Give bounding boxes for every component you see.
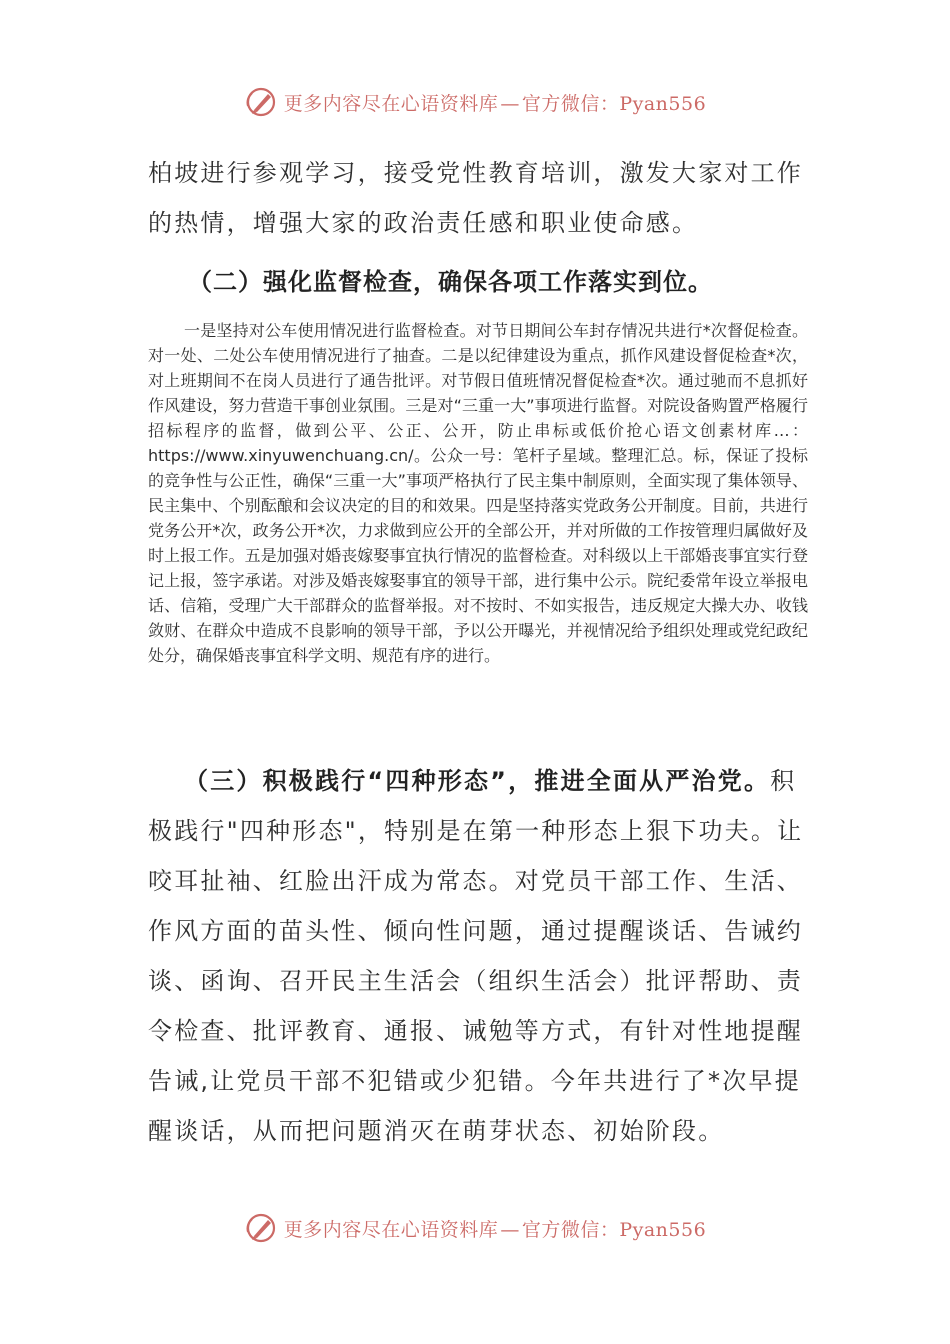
banner-text bbox=[284, 89, 706, 116]
paragraph-four-forms bbox=[148, 756, 808, 1156]
banner-wechat-id: Pyan556 bbox=[619, 1218, 707, 1241]
banner-text bbox=[284, 1215, 706, 1242]
banner-main-text: 更多内容尽在心语资料库 bbox=[283, 1218, 499, 1241]
paragraph-supervision: 一是坚持对公车使用情况进行监督检查。对节日期间公车封存情况共进行*次督促检查。对一处、二处公车使用情况进行了抽查。二是以纪律建设为重点，抓作风建设督促检查*次，对上班期间不在岗人员进行了通告批评。对节假日值班情况督促检查*次。通过驰而不息抓好作风建设，努力营造干事创业氛围。三是对“三重一大”事项进行监督。对院设备购置严格履行招标程序的监督，做到公平、公正、公开，防止串标或低价抢心语文创素材库…：https://www.xinyuwenchuang.cn/。公众一号：笔杆子星域。整理汇总。标，保证了投标的竞争性与公正性，确保“三重一大”事项严格执行了民主集中制原则，全面实现了集体领导、民主集中、个别酝酿和会议决定的目的和效果。四是坚持落实党政务公开制度。目前，共进行党务公开*次，政务公开*次，力求做到应公开的全部公开，并对所做的工作按管理归属做好及时上报工作。五是加强对婚丧嫁娶事宜执行情况的监督检查。对科级以上干部婚丧事宜实行登记上报，签字承诺。对涉及婚丧嫁娶事宜的领导干部，进行集中公示。院纪委常年设立举报电话、信箱，受理广大干部群众的监督举报。对不按时、不如实报告，违反规定大操大办、收钱敛财、在群众中造成不良影响的领导干部，予以公开曝光，并视情况给予组织处理或党纪政纪处分，确保婚丧事宜科学文明、规范有序的进行。 bbox=[148, 321, 808, 665]
section-heading-3: （三）积极践行“四种形态”，推进全面从严治党。 bbox=[184, 767, 771, 795]
paragraph-four-forms-body: 积极践行"四种形态"，特别是在第一种形态上狠下功夫。让咬耳扯袖、红脸出汗成为常态。对党员干部工作、生活、作风方面的苗头性、倾向性问题，通过提醒谈话、告诫约谈、函询、召开民主生活会（组织生活会）批评帮助、责令检查、批评教育、通报、诫勉等方式，有针对性地提醒告诫,让党员干部不犯错或少犯错。今年共进行了*次早提醒谈话，从而把问题消灭在萌芽状态、初始阶段。 bbox=[148, 767, 804, 1145]
header-banner bbox=[0, 82, 950, 122]
banner-main-text: 更多内容尽在心语资料库 bbox=[283, 92, 499, 115]
pen-quill-icon bbox=[244, 85, 278, 119]
section-heading-2: （二）强化监督检查，确保各项工作落实到位。 bbox=[188, 268, 713, 296]
paragraph-continued: 柏坡进行参观学习，接受党性教育培训，激发大家对工作的热情，增强大家的政治责任感和职业使命感。 bbox=[148, 159, 803, 237]
banner-separator: — bbox=[500, 92, 520, 115]
banner-wechat-id: Pyan556 bbox=[619, 92, 707, 115]
footer-banner bbox=[0, 1208, 950, 1248]
banner-official-label: 官方微信： bbox=[521, 92, 620, 115]
banner-official-label: 官方微信： bbox=[521, 1218, 620, 1241]
pen-quill-icon bbox=[244, 1211, 278, 1245]
banner-separator: — bbox=[500, 1218, 520, 1241]
